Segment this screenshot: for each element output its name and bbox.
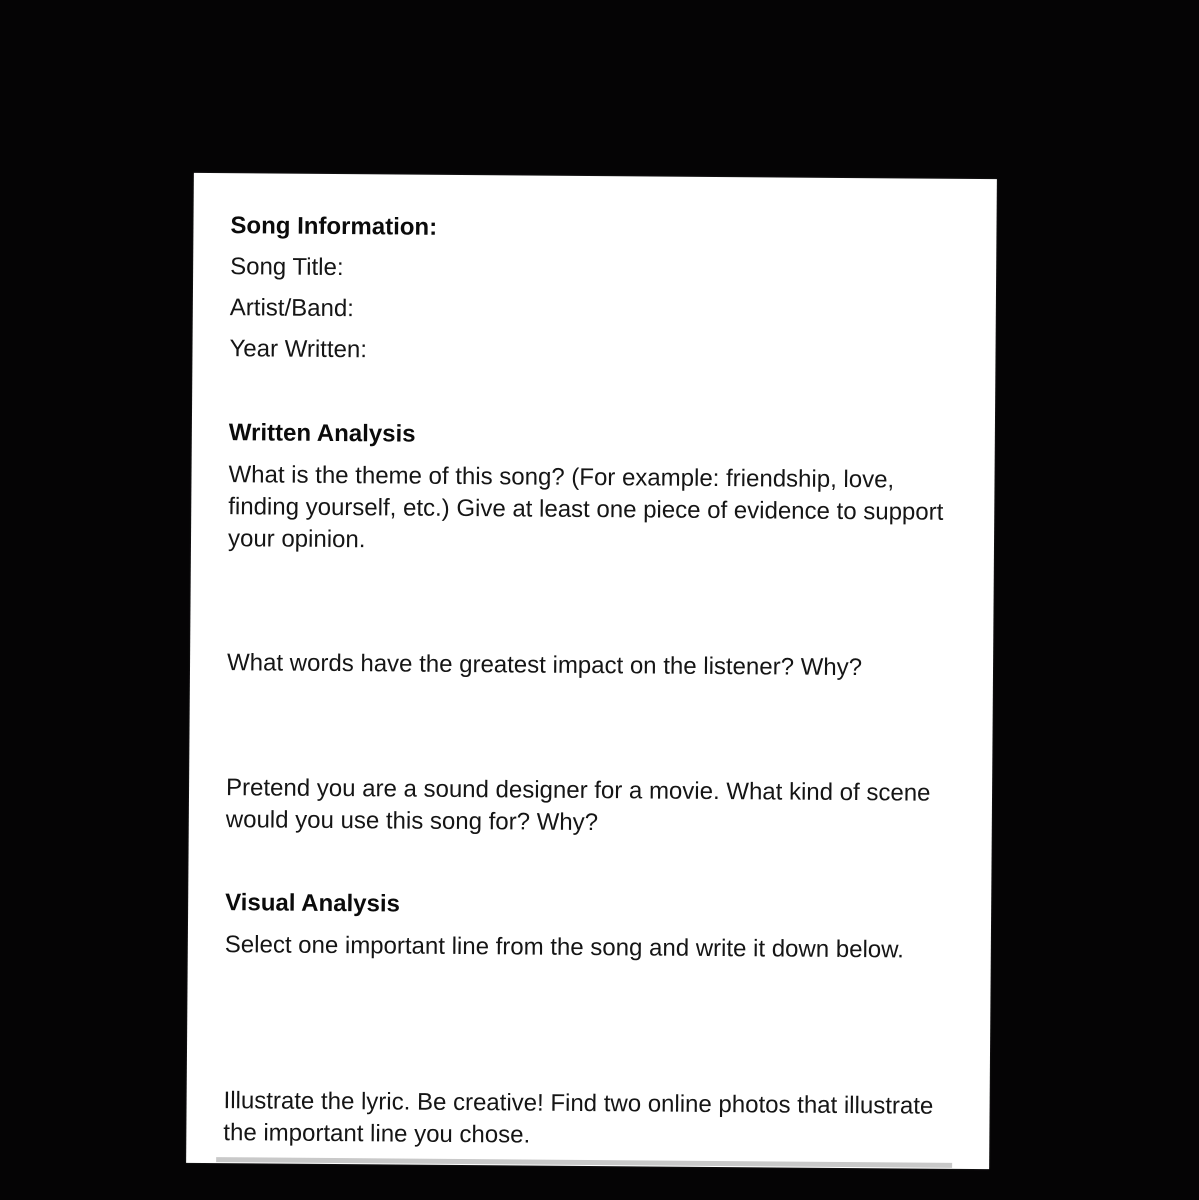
visual-analysis-heading: Visual Analysis (225, 889, 401, 918)
sound-designer-question: Pretend you are a sound designer for a movie. What kind of scene would you use this song for? Why? (225, 774, 931, 837)
artist-band-label: Artist/Band: (229, 294, 355, 323)
theme-question: What is the theme of this song? (For example: friendship, love, finding yourself, etc.) Give at least one piece of evidence to support your opinion. (227, 461, 944, 554)
impact-question: What words have the greatest impact on the listener? Why? (226, 649, 863, 682)
illustrate-lyric-question: Illustrate the lyric. Be creative! Find two online photos that illustrate the important line you chose. (223, 1087, 934, 1149)
song-title-label: Song Title: (230, 253, 344, 282)
important-line-question: Select one important line from the song and write it down below. (224, 931, 904, 964)
written-analysis-heading: Written Analysis (228, 419, 416, 448)
worksheet-page (186, 173, 997, 1169)
song-information-heading: Song Information: (230, 212, 438, 241)
year-written-label: Year Written: (229, 335, 368, 364)
page-bottom-divider (216, 1157, 952, 1168)
